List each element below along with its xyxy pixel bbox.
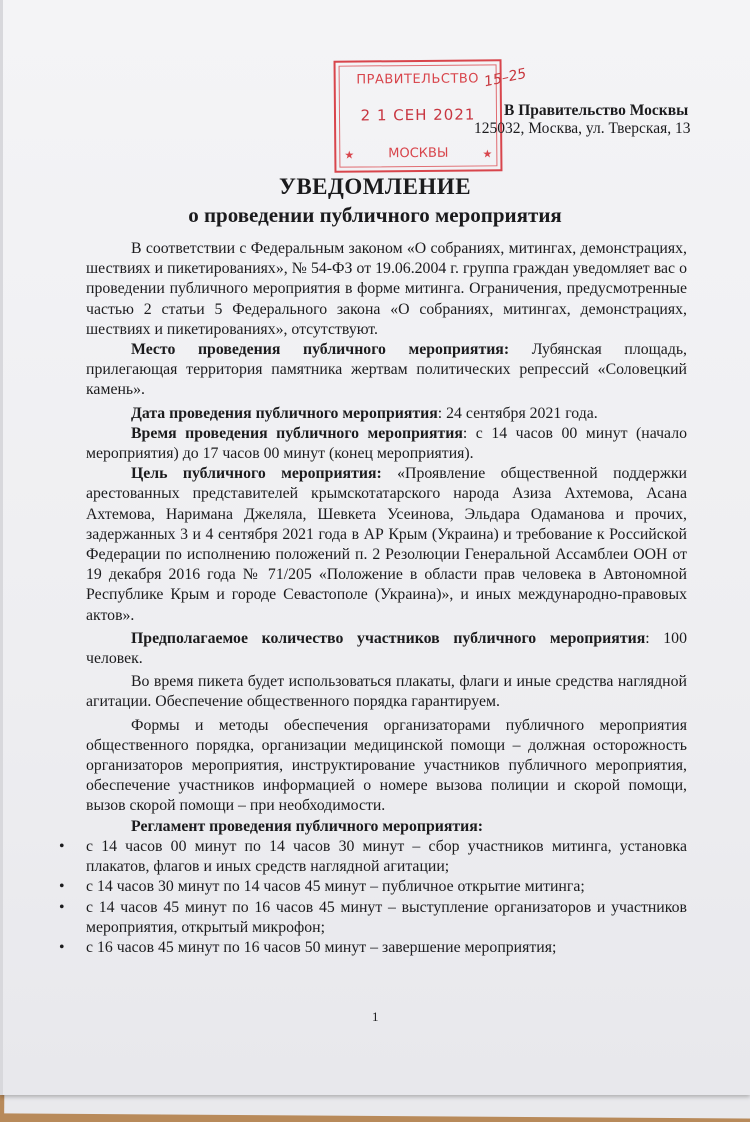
star-icon: ★ — [344, 148, 355, 162]
page-edge — [0, 0, 3, 1095]
bullet-icon: • — [59, 938, 65, 956]
list-item-text: с 14 часов 45 минут по 16 часов 45 минут – выступление организаторов и участников мероприятия, открытый микрофон; — [86, 898, 687, 936]
list-item — [59, 877, 687, 897]
goal-value: «Проявление общественной поддержки арестованных представителей крымскотатарского народа Азиза Ахтемова, Асана Ахтемова, Наримана Джеляла, Шевкета Усеинова, Эльдара Одаманова и прочих, задержанных 3 и 4 сентября 2021 года в АР Крым (Украина) и требование к Российской Федерации по исполнению положений п. 2 Резолюции Генеральной Ассамблеи ООН от 19 декабря 2016 года № 71/205 «Положение в области прав человека в Автономной Республике Крым и городе Севастополе (Украина)», и иных международно-правовых актов». — [86, 465, 687, 624]
list-item-text: с 16 часов 45 минут по 16 часов 50 минут – завершение мероприятия; — [86, 938, 557, 956]
participants-paragraph — [86, 629, 687, 669]
addressee-address: 125032, Москва, ул. Тверская, 13 — [474, 120, 691, 137]
place-label: Место проведения публичного мероприятия: — [131, 341, 510, 359]
goal-paragraph — [86, 464, 687, 626]
page-number: 1 — [372, 1009, 379, 1024]
stamp-date: 2 1 СЕН 2021 — [360, 105, 476, 125]
time-value: : с 14 часов 00 минут (начало мероприятия) до 17 часов 00 минут (конец мероприятия). — [86, 424, 687, 463]
title-main: УВЕДОМЛЕНИЕ — [278, 174, 472, 199]
schedule-list — [59, 837, 687, 958]
date-value: : 24 сентября 2021 года. — [437, 404, 598, 422]
document-body — [59, 239, 688, 958]
handwritten-note: 15–25 — [482, 65, 528, 91]
bullet-icon: • — [59, 878, 65, 896]
place-paragraph — [86, 340, 687, 401]
list-item — [59, 898, 687, 938]
list-item — [59, 837, 687, 877]
addressee-block — [474, 102, 724, 138]
bullet-icon: • — [59, 837, 65, 855]
bullet-icon: • — [59, 898, 65, 916]
list-item-text: с 14 часов 00 минут по 14 часов 30 минут – сбор участников митинга, установка плакатов, флагов и иных средств наглядной агитации; — [86, 837, 687, 876]
document-title — [0, 174, 750, 228]
participants-label: Предполагаемое количество участников публичного мероприятия — [131, 629, 646, 647]
place-value: Лубянская площадь, прилегающая территория памятника жертвам политических репрессий «Соловецкий камень». — [86, 341, 688, 399]
time-paragraph — [86, 424, 687, 464]
stamp-bottom-text: МОСКВЫ — [388, 145, 449, 162]
date-label: Дата проведения публичного мероприятия — [131, 404, 438, 422]
schedule-heading — [86, 817, 687, 837]
intro-paragraph: В соответствии с Федеральным законом «О собраниях, митингах, демонстрациях, шествиях и пикетированиях», № 54-ФЗ от 19.06.2004 г. группа граждан уведомляет вас о проведении публичного мероприятия в форме митинга. Ограничения, предусмотренные частью 2 статьи 5 Федерального закона «О собраниях, митингах, демонстрациях, шествиях и пикетированиях», отсутствуют. — [86, 240, 687, 338]
participants-value: : 100 человек. — [86, 629, 687, 668]
list-item-text: с 14 часов 30 минут по 14 часов 45 минут – публичное открытие митинга; — [86, 878, 585, 896]
order-paragraph: Формы и методы обеспечения организаторами публичного мероприятия общественного порядка, организации медицинской помощи – должная осторожность организаторов мероприятия, инструктирование участников публичного мероприятия, обеспечение участников информацией о номере вызова полиции и скорой помощи, вызов скорой помощи – при необходимости. — [86, 716, 687, 815]
star-icon: ★ — [482, 147, 493, 161]
materials-paragraph: Во время пикета будет использоваться плакаты, флаги и иные средства наглядной агитации. Обеспечение общественного порядка гарантируем. — [86, 673, 687, 711]
addressee-name: В Правительство Москвы — [504, 102, 689, 119]
time-label: Время проведения публичного мероприятия — [131, 424, 463, 442]
title-sub: о проведении публичного мероприятия — [188, 203, 562, 227]
goal-label: Цель публичного мероприятия: — [131, 465, 382, 483]
date-paragraph — [86, 404, 687, 424]
schedule-label: Регламент проведения публичного мероприятия: — [131, 817, 484, 835]
stamp-top-text: ПРАВИТЕЛЬСТВО — [356, 71, 480, 88]
list-item — [59, 938, 687, 958]
